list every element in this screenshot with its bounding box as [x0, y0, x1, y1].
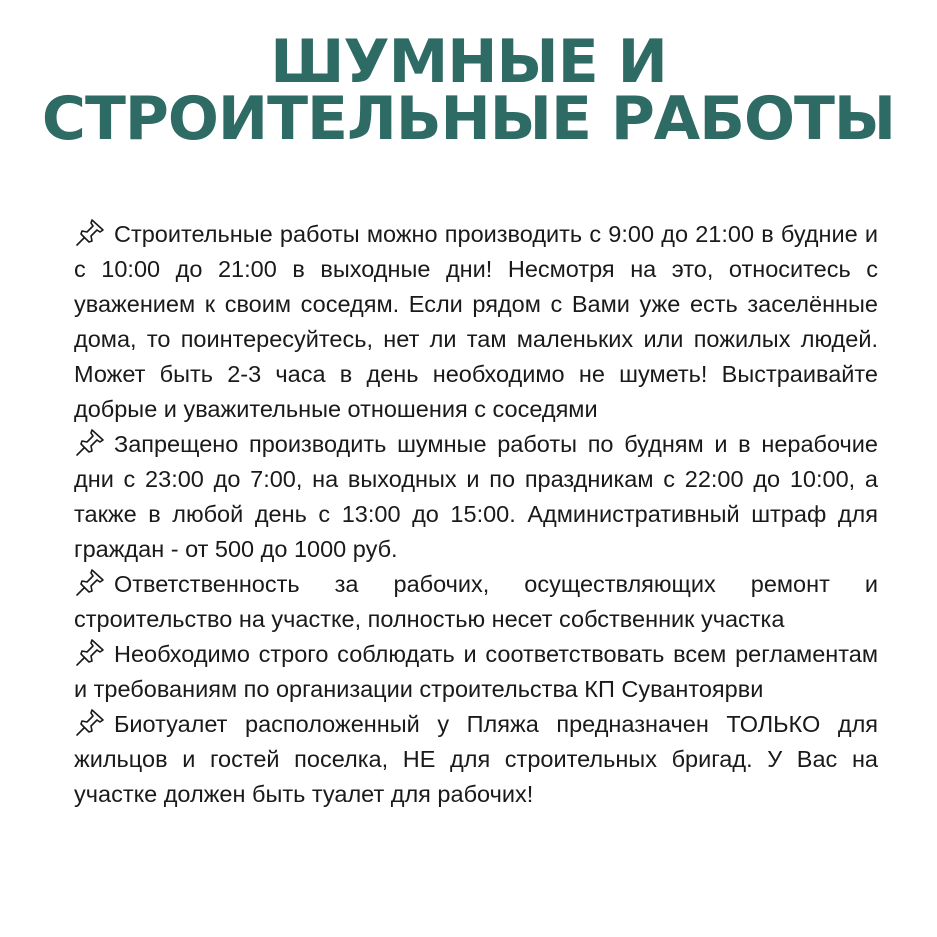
rule-text: Необходимо строго соблюдать и соответствовать всем регламентам и требованиям по организации строительства КП Сувантоярви [74, 641, 878, 702]
pushpin-icon [74, 567, 106, 597]
rule-text: Биотуалет расположенный у Пляжа предназначен ТОЛЬКО для жильцов и гостей поселка, НЕ для строительных бригад. У Вас на участке должен быть туалет для рабочих! [74, 711, 878, 807]
rule-text: Строительные работы можно производить с 9:00 до 21:00 в будние и с 10:00 до 21:00 в выходные дни! Несмотря на это, относитесь с уважением к своим соседям. Если рядом с Вами уже есть заселённые дома, то поинтересуйтесь, нет ли там маленьких или пожилых людей. Может быть 2-3 часа в день необходимо не шуметь! Выстраивайте добрые и уважительные отношения с соседями [74, 221, 878, 422]
page-title [0, 27, 937, 154]
rule-item [74, 707, 878, 812]
pushpin-icon [74, 707, 106, 737]
pushpin-icon [74, 637, 106, 667]
rule-item [74, 217, 878, 427]
rule-text: Запрещено производить шумные работы по будням и в нерабочие дни с 23:00 до 7:00, на выходных и по праздникам с 22:00 до 10:00, а также в любой день с 13:00 до 15:00. Административный штраф для граждан - от 500 до 1000 руб. [74, 431, 878, 562]
rule-item [74, 427, 878, 567]
rule-item [74, 567, 878, 637]
rule-text: Ответственность за рабочих, осуществляющих ремонт и строительство на участке, полностью несет собственник участка [74, 571, 878, 632]
title-line-1: ШУМНЫЕ И [270, 27, 667, 97]
pushpin-icon [74, 217, 106, 247]
rule-item [74, 637, 878, 707]
title-line-2: СТРОИТЕЛЬНЫЕ РАБОТЫ [41, 84, 896, 154]
rules-list [74, 217, 878, 812]
pushpin-icon [74, 427, 106, 457]
